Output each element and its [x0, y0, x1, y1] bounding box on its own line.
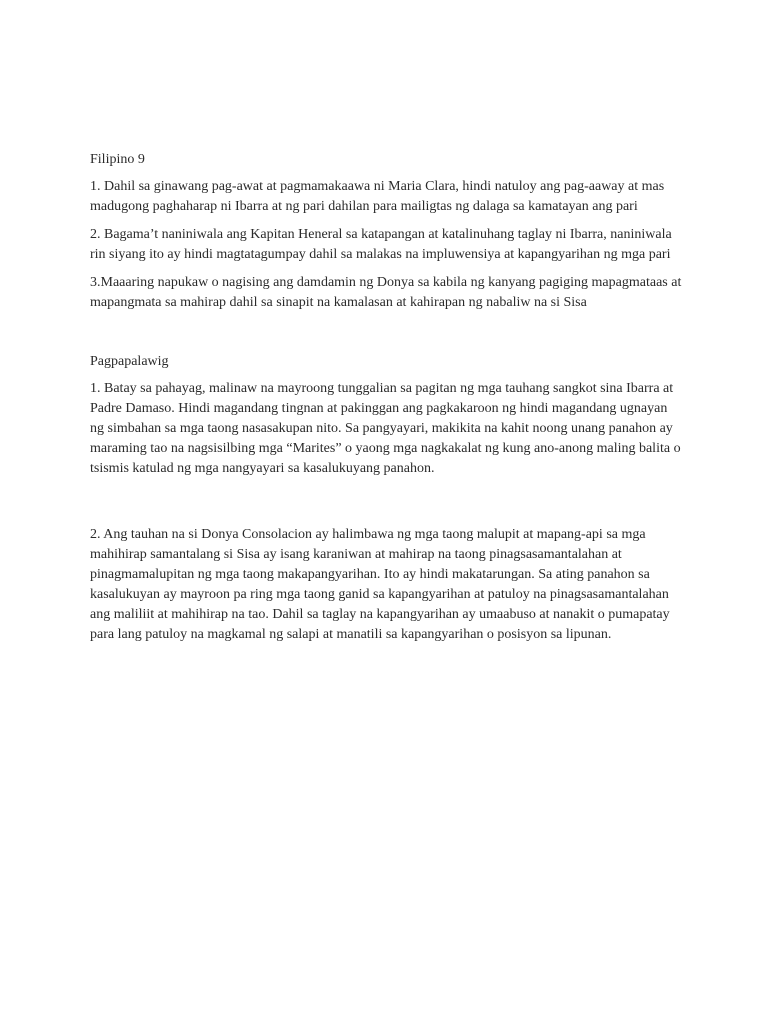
- paragraph-spacer: [90, 487, 682, 525]
- answer-paragraph-2: 2. Bagama’t naniniwala ang Kapitan Heneral sa katapangan at katalinuhang taglay ni Ibarra, naniniwala rin siyang ito ay hindi magtatagumpay dahil sa malakas na impluwensiya at kapangyarihan ng mga pari: [90, 227, 672, 262]
- answer-paragraph-1: 1. Dahil sa ginawang pag-awat at pagmamakaawa ni Maria Clara, hindi natuloy ang pag-aaway at mas madugong paghaharap ni Ibarra at ng pari dahilan para mailigtas ng dalaga sa kamatayan ang pari: [90, 179, 665, 214]
- document-body: [90, 150, 682, 653]
- section-title-pagpapalawig: Pagpapalawig: [90, 354, 169, 369]
- elaboration-paragraph-2: 2. Ang tauhan na si Donya Consolacion ay halimbawa ng mga taong malupit at mapang-api sa mga mahihirap samantalang si Sisa ay isang karaniwan at mahirap na taong pinagsasamantalahan at pinagmamalupitan ng mga taong makapangyarihan. Ito ay hindi makatarungan. Sa ating panahon sa kasalukuyan ay mayroon pa ring mga taong ganid sa kapangyarihan at patuloy na pinagsasamantalahan ang maliliit at mahihirap na tao. Dahil sa taglay na kapangyarihan ay umaabuso at nanakit o pumapatay para lang patuloy na magkamal ng salapi at manatili sa kapangyarihan o posisyon sa lipunan.: [90, 527, 670, 642]
- section-title-filipino-9: Filipino 9: [90, 152, 145, 167]
- answer-paragraph-3: 3.Maaaring napukaw o nagising ang damdamin ng Donya sa kabila ng kanyang pagiging mapagmataas at mapangmata sa mahirap dahil sa sinapit na kamalasan at kahirapan ng nabaliw na si Sisa: [90, 275, 682, 310]
- section-spacer: [90, 321, 682, 352]
- elaboration-paragraph-1: 1. Batay sa pahayag, malinaw na mayroong tunggalian sa pagitan ng mga tauhang sangkot sina Ibarra at Padre Damaso. Hindi magandang tingnan at pakinggan ang pagkakaroon ng hindi magandang ugnayan ng simbahan sa mga taong nasasakupan nito. Sa pangyayari, makikita na kahit noong unang panahon ay maraming tao na nagsisilbing mga “Marites” o yaong mga nagkakalat ng kung ano-anong maling balita o tsismis katulad ng mga nangyayari sa kasalukuyang panahon.: [90, 381, 681, 476]
